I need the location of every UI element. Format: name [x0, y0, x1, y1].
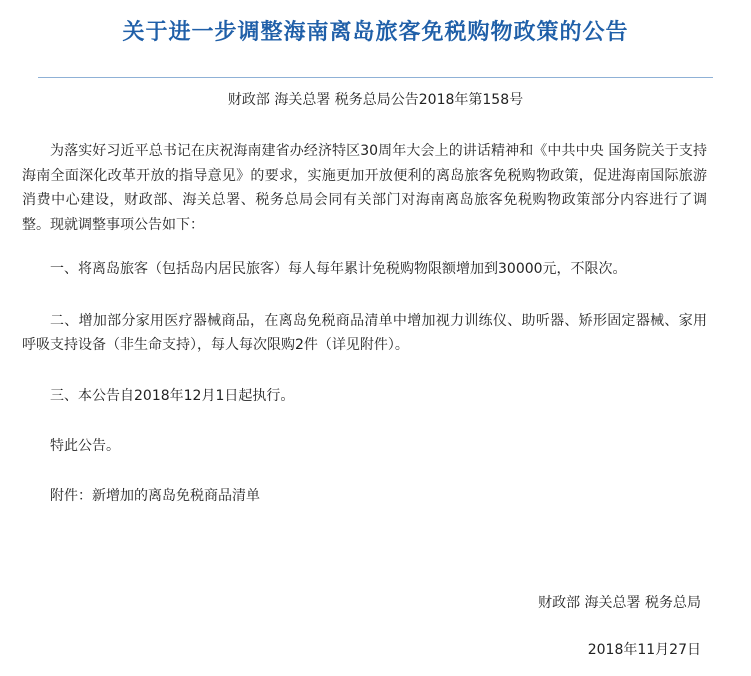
item-two-paragraph: 二、增加部分家用医疗器械商品，在离岛免税商品清单中增加视力训练仪、助听器、矫形固定器械、家用呼吸支持设备（非生命支持），每人每次限购2件（详见附件）。 — [22, 312, 707, 353]
document-number: 财政部 海关总署 税务总局公告2018年第158号 — [227, 92, 524, 108]
page-title: 关于进一步调整海南离岛旅客免税购物政策的公告 — [122, 20, 629, 45]
issue-date: 2018年11月27日 — [587, 642, 701, 658]
closing-paragraph: 特此公告。 — [50, 438, 120, 454]
title-divider — [38, 77, 713, 78]
intro-paragraph: 为落实好习近平总书记在庆祝海南建省办经济特区30周年大会上的讲话精神和《中共中央 国务院关于支持海南全面深化改革开放的指导意见》的要求，实施更加开放便利的离岛旅客免税购物政策，促进海南国际旅游消费中心建设，财政部、海关总署、税务总局会同有关部门对海南离岛旅客免税购物政策部分内容进行了调整。现就调整事项公告如下： — [22, 143, 707, 233]
issuer-signature: 财政部 海关总署 税务总局 — [538, 595, 701, 611]
item-three-paragraph: 三、本公告自2018年12月1日起执行。 — [50, 387, 295, 404]
attachment-link[interactable]: 附件：新增加的离岛免税商品清单 — [50, 487, 260, 504]
item-one-paragraph: 一、将离岛旅客（包括岛内居民旅客）每人每年累计免税购物限额增加到30000元，不限次。 — [50, 261, 627, 277]
announcement-body — [22, 139, 707, 508]
